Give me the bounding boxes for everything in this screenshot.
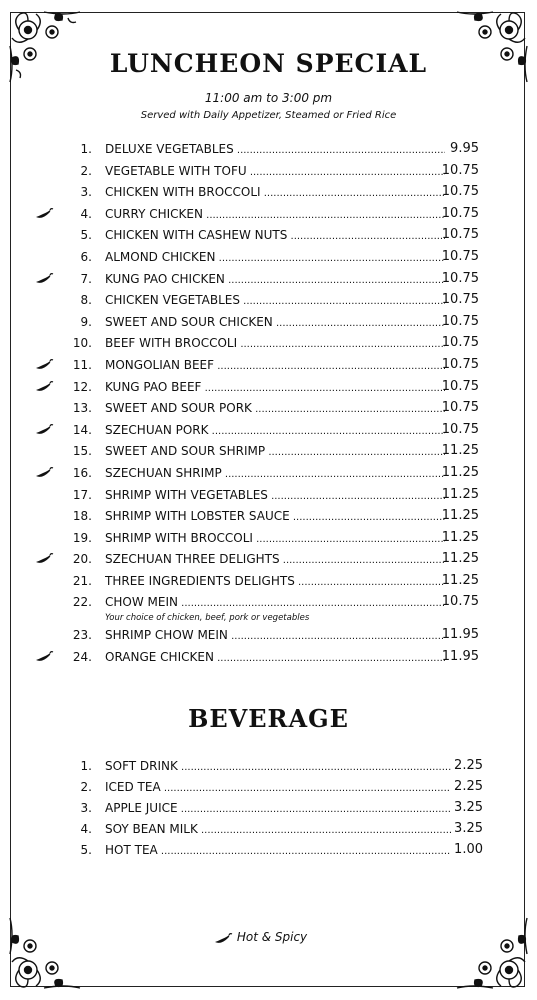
item-price: 10.75: [441, 162, 479, 178]
chili-pepper-icon: [213, 933, 233, 945]
item-name: SWEET AND SOUR SHRIMP .....: [105, 443, 445, 461]
item-name: CHOW MEIN .....: [105, 594, 445, 612]
item-price: 10.75: [441, 184, 479, 200]
item-number: 9.: [80, 314, 92, 329]
item-price: 1.00: [454, 842, 483, 857]
menu-item: [0, 271, 537, 293]
menu-item: [0, 627, 537, 649]
menu-item: [0, 821, 537, 842]
item-price: 10.75: [441, 270, 479, 286]
item-price: 10.75: [441, 421, 479, 437]
item-price: 10.75: [441, 400, 479, 416]
item-name: CHICKEN VEGETABLES .....: [105, 292, 445, 310]
item-name: MONGOLIAN BEEF .....: [105, 357, 445, 375]
item-number: 1.: [80, 759, 92, 773]
item-number: 4.: [80, 206, 92, 221]
item-price: 2.25: [454, 779, 483, 794]
menu-item: [0, 422, 537, 444]
item-price: 11.25: [441, 486, 479, 502]
item-number: 15.: [72, 444, 92, 459]
item-price: 2.25: [454, 758, 483, 773]
item-price: 9.95: [450, 141, 479, 156]
chili-pepper-icon: [34, 553, 54, 565]
item-number: 5.: [80, 843, 92, 857]
item-price: 10.75: [441, 313, 479, 329]
item-number: 2.: [80, 780, 92, 794]
menu-item: [0, 573, 537, 595]
item-name: SHRIMP WITH BROCCOLI .....: [105, 530, 445, 548]
item-number: 21.: [72, 573, 92, 588]
menu-item: [0, 800, 537, 821]
item-price: 3.25: [454, 821, 483, 836]
menu-item: [0, 184, 537, 206]
service-hours: 11:00 am to 3:00 pm: [204, 91, 333, 105]
item-name: SHRIMP WITH VEGETABLES .....: [105, 487, 445, 505]
item-price: 10.75: [441, 248, 479, 264]
chili-pepper-icon: [34, 359, 54, 371]
item-name: VEGETABLE WITH TOFU .....: [105, 163, 445, 181]
item-name: KUNG PAO BEEF .....: [105, 379, 445, 397]
menu-item: [0, 292, 537, 314]
item-price: 10.75: [441, 594, 479, 610]
chili-pepper-icon: [34, 381, 54, 393]
item-name: SZECHUAN SHRIMP .....: [105, 465, 445, 483]
item-price: 10.75: [441, 227, 479, 243]
item-number: 14.: [72, 422, 92, 437]
item-name: CURRY CHICKEN .....: [105, 206, 445, 224]
served-with-note: Served with Daily Appetizer, Steamed or Fried Rice: [140, 110, 397, 121]
item-number: 12.: [72, 379, 92, 394]
item-name: ICED TEA .....: [105, 779, 451, 797]
item-name: BEEF WITH BROCCOLI .....: [105, 335, 445, 353]
chili-pepper-icon: [34, 208, 54, 220]
item-name: SWEET AND SOUR CHICKEN .....: [105, 314, 445, 332]
item-price: 10.75: [441, 356, 479, 372]
item-name: DELUXE VEGETABLES .....: [105, 141, 445, 159]
item-number: 6.: [80, 249, 92, 264]
spicy-legend-label: Hot & Spicy: [236, 930, 308, 944]
item-name: KUNG PAO CHICKEN .....: [105, 271, 445, 289]
menu-item: [0, 487, 537, 509]
menu-item: [0, 141, 537, 163]
item-number: 13.: [72, 401, 92, 416]
item-name: THREE INGREDIENTS DELIGHTS .....: [105, 573, 445, 591]
floral-corner-icon: [4, 912, 86, 994]
item-price: 11.25: [441, 529, 479, 545]
item-price: 11.25: [441, 464, 479, 480]
menu-item: [0, 249, 537, 271]
item-name: SZECHUAN PORK .....: [105, 422, 445, 440]
chili-pepper-icon: [34, 467, 54, 479]
menu-item: [0, 379, 537, 401]
item-price: 10.75: [441, 205, 479, 221]
item-price: 11.95: [441, 627, 479, 643]
spicy-legend: [213, 930, 307, 944]
item-price: 10.75: [441, 292, 479, 308]
item-name: ALMOND CHICKEN .....: [105, 249, 445, 267]
item-name: SHRIMP WITH LOBSTER SAUCE .....: [105, 508, 445, 526]
item-price: 11.25: [441, 551, 479, 567]
menu-item: [0, 443, 537, 465]
menu-item: [0, 530, 537, 552]
menu-item: [0, 779, 537, 800]
item-price: 11.25: [441, 508, 479, 524]
menu-item: [0, 335, 537, 357]
menu-item: [0, 649, 537, 671]
item-number: 23.: [72, 628, 92, 643]
item-name: SOFT DRINK .....: [105, 758, 451, 776]
item-number: 22.: [72, 595, 92, 610]
item-number: 17.: [72, 487, 92, 502]
page-title: LUNCHEON SPECIAL: [109, 49, 428, 78]
item-name: SOY BEAN MILK .....: [105, 821, 451, 839]
menu-item: [0, 842, 537, 863]
item-number: 20.: [72, 552, 92, 567]
item-name: SZECHUAN THREE DELIGHTS .....: [105, 551, 445, 569]
menu-item: [0, 163, 537, 185]
item-number: 10.: [72, 336, 92, 351]
item-name: CHICKEN WITH CASHEW NUTS .....: [105, 227, 445, 245]
item-number: 3.: [80, 185, 92, 200]
item-number: 1.: [80, 142, 92, 156]
item-name: APPLE JUICE .....: [105, 800, 451, 818]
item-number: 7.: [80, 271, 92, 286]
item-number: 24.: [72, 650, 92, 665]
item-price: 3.25: [454, 800, 483, 815]
item-number: 4.: [80, 822, 92, 836]
item-number: 5.: [80, 228, 92, 243]
item-number: 8.: [80, 293, 92, 308]
item-name: HOT TEA .....: [105, 842, 451, 860]
item-number: 2.: [80, 163, 92, 178]
chili-pepper-icon: [34, 273, 54, 285]
chili-pepper-icon: [34, 651, 54, 663]
item-price: 11.95: [441, 649, 479, 665]
menu-item: [0, 400, 537, 422]
menu-item: [0, 357, 537, 379]
item-name: SHRIMP CHOW MEIN .....: [105, 627, 445, 645]
beverage-title: BEVERAGE: [188, 704, 349, 733]
menu-item: [0, 206, 537, 228]
menu-item: [0, 314, 537, 336]
item-name: CHICKEN WITH BROCCOLI .....: [105, 184, 445, 202]
luncheon-menu-list: [0, 141, 537, 671]
item-number: 18.: [72, 509, 92, 524]
menu-item: [0, 594, 537, 627]
item-price: 10.75: [441, 378, 479, 394]
item-price: 10.75: [441, 335, 479, 351]
item-price: 11.25: [441, 572, 479, 588]
menu-item: [0, 551, 537, 573]
item-number: 3.: [80, 801, 92, 815]
item-number: 16.: [72, 465, 92, 480]
floral-corner-icon: [451, 912, 533, 994]
chili-pepper-icon: [34, 424, 54, 436]
menu-item: [0, 508, 537, 530]
item-number: 11.: [72, 357, 92, 372]
item-number: 19.: [72, 530, 92, 545]
menu-item: [0, 465, 537, 487]
item-name: ORANGE CHICKEN .....: [105, 649, 445, 667]
beverage-menu-list: [0, 758, 537, 863]
menu-item: [0, 227, 537, 249]
item-price: 11.25: [441, 443, 479, 459]
item-note: Your choice of chicken, beef, pork or vegetables: [105, 613, 310, 624]
menu-item: [0, 758, 537, 779]
item-name: SWEET AND SOUR PORK .....: [105, 400, 445, 418]
